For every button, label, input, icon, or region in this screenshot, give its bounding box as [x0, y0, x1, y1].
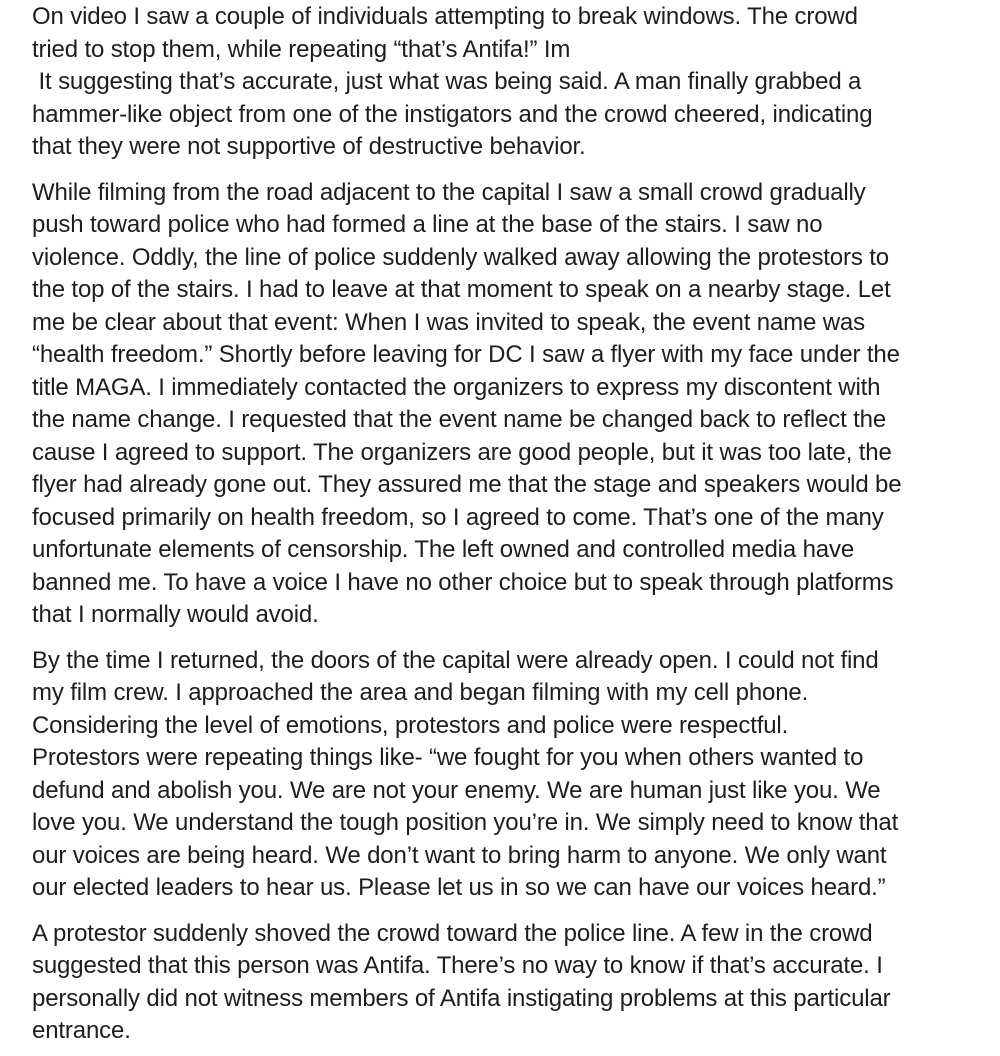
text-line: flyer had already gone out. They assured me that the stage and speakers would be	[32, 471, 902, 498]
text-line: “health freedom.” Shortly before leaving for DC I saw a flyer with my face under the	[32, 341, 900, 368]
text-line: banned me. To have a voice I have no other choice but to speak through platforms	[32, 568, 894, 596]
text-line: our elected leaders to hear us. Please let us in so we can have our voices heard.”	[32, 874, 886, 901]
text-line: A protestor suddenly shoved the crowd toward the police line. A few in the crowd	[32, 919, 873, 947]
text-line: push toward police who had formed a line at the base of the stairs. I saw no	[32, 211, 823, 238]
text-line: me be clear about that event: When I was invited to speak, the event name was	[32, 308, 865, 336]
text-line: the name change. I requested that the event name be changed back to reflect the	[32, 406, 887, 433]
text-line: Considering the level of emotions, protestors and police were respectful.	[32, 711, 789, 739]
text-line: violence. Oddly, the line of police suddenly walked away allowing the protestors to	[32, 243, 889, 271]
text-line: love you. We understand the tough position you’re in. We simply need to know that	[32, 809, 899, 836]
text-line: focused primarily on health freedom, so I agreed to come. That’s one of the many	[32, 503, 884, 531]
text-line: entrance.	[32, 1017, 131, 1044]
post-paragraph	[32, 645, 972, 905]
post-paragraph	[32, 1, 972, 164]
text-line: Protestors were repeating things like- “we fought for you when others wanted to	[32, 744, 864, 771]
text-line: On video I saw a couple of individuals attempting to break windows. The crowd	[32, 3, 858, 30]
text-line: defund and abolish you. We are not your enemy. We are human just like you. We	[32, 776, 881, 804]
text-line: that I normally would avoid.	[32, 601, 319, 628]
text-line: tried to stop them, while repeating “that’s Antifa!” Im	[32, 35, 571, 63]
text-line: hammer-like object from one of the instigators and the crowd cheered, indicating	[32, 100, 873, 128]
text-line: the top of the stairs. I had to leave at that moment to speak on a nearby stage. Let	[32, 276, 891, 303]
text-line: our voices are being heard. We don’t want to bring harm to anyone. We only want	[32, 841, 887, 869]
text-line: By the time I returned, the doors of the capital were already open. I could not find	[32, 646, 879, 674]
text-line: unfortunate elements of censorship. The left owned and controlled media have	[32, 536, 855, 563]
text-line: personally did not witness members of Antifa instigating problems at this particular	[32, 984, 891, 1012]
text-line: cause I agreed to support. The organizers are good people, but it was too late, the	[32, 438, 892, 466]
text-line: It suggesting that’s accurate, just what was being said. A man finally grabbed a	[32, 68, 862, 95]
text-line: title MAGA. I immediately contacted the organizers to express my discontent with	[32, 373, 881, 401]
text-line: While filming from the road adjacent to the capital I saw a small crowd gradually	[32, 178, 866, 206]
text-line: suggested that this person was Antifa. There’s no way to know if that’s accurate. I	[32, 952, 883, 979]
post-paragraph	[32, 177, 972, 632]
post-paragraph	[32, 918, 972, 1048]
text-line: that they were not supportive of destructive behavior.	[32, 133, 586, 160]
text-line: my film crew. I approached the area and began filming with my cell phone.	[32, 679, 809, 706]
